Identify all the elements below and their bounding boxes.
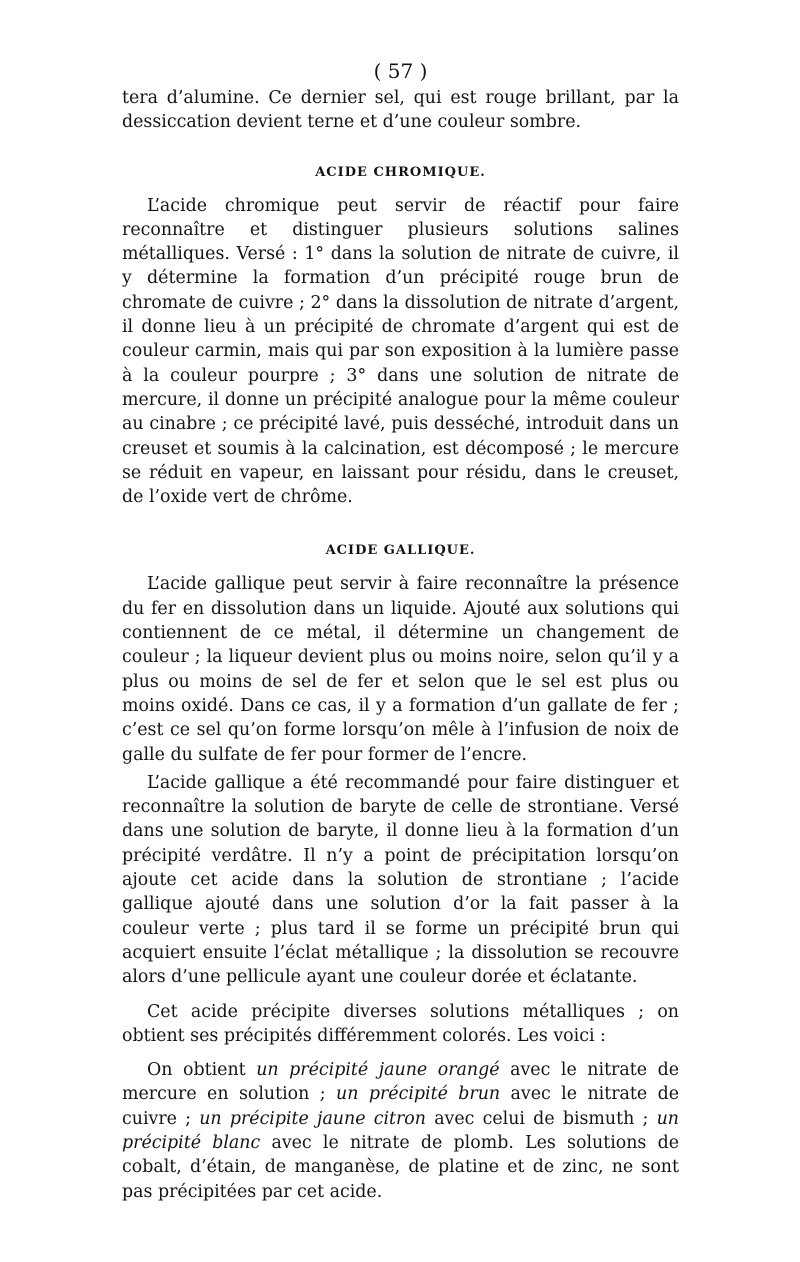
text-run: On obtient (147, 1060, 257, 1081)
text-run: avec celui de bismuth ; (425, 1108, 657, 1129)
page-number: ( 57 ) (373, 59, 428, 83)
text-run: avec le nitrate de plomb. Les solutions de cobalt, d’étain, de manganèse, de platine et de zinc, ne sont pas précipitées par cet acide. (122, 1132, 679, 1202)
text-run: avec le nitrate de mercure en solution ; (122, 1060, 679, 1105)
page (122, 58, 679, 1204)
gallic-acid-paragraph-1: L’acide gallique peut servir à faire reconnaître la présence du fer en dissolution dans un liquide. Ajouté aux solutions qui contiennent de ce métal, il détermine un changement de couleur ; la liqueur devient plus ou moins noire, selon qu’il y a plus ou moins de sel de fer et selon que le sel est plus ou moins oxidé. Dans ce cas, il y a formation d’un gallate de fer ; c’est ce sel qu’on forme lorsqu’on mêle à l’infusion de noix de galle du sulfate de fer pour former de l’encre. (122, 574, 679, 765)
section-heading-gallic-acid: ACIDE GALLIQUE. (325, 543, 476, 559)
intro-paragraph: tera d’alumine. Ce dernier sel, qui est rouge brillant, par la dessiccation devient terne et d’une couleur sombre. (122, 88, 679, 133)
text-run: avec le nitrate de cuivre ; (122, 1084, 679, 1129)
italic-run: un précipité jaune orangé (256, 1060, 500, 1081)
italic-run: un précipité brun (336, 1084, 501, 1105)
gallic-acid-paragraph-4 (122, 1058, 679, 1204)
italic-run: un précipité blanc (122, 1108, 679, 1153)
italic-run: un précipite jaune citron (199, 1108, 426, 1129)
chromic-acid-paragraph: L’acide chromique peut servir de réactif pour faire reconnaître et distinguer plusieurs solutions salines métalliques. Versé : 1° dans la solution de nitrate de cuivre, il y détermine la formation d’un précipité rouge brun de chromate de cuivre ; 2° dans la dissolution de nitrate d’argent, il donne lieu à un précipité de chromate d’argent qui est de couleur carmin, mais qui par son exposition à la lumière passe à la couleur pourpre ; 3° dans une solution de nitrate de mercure, il donne un précipité analogue pour la même couleur au cinabre ; ce précipité lavé, puis desséché, introduit dans un creuset et soumis à la calcination, est décomposé ; le mercure se réduit en vapeur, en laissant pour résidu, dans le creuset, de l’oxide vert de chrôme. (122, 195, 679, 508)
section-heading-chromic-acid: ACIDE CHROMIQUE. (315, 164, 486, 180)
gallic-acid-paragraph-2: L’acide gallique a été recommandé pour faire distinguer et reconnaître la solution de baryte de celle de strontiane. Versé dans une solution de baryte, il donne lieu à la formation d’un précipité verdâtre. Il n’y a point de précipitation lorsqu’on ajoute cet acide dans la solution de strontiane ; l’acide gallique ajouté dans une solution d’or la fait passer à la couleur verte ; plus tard il se forme un précipité brun qui acquiert ensuite l’éclat métallique ; la dissolution se recouvre alors d’une pellicule ayant une couleur dorée et éclatante. (122, 772, 679, 988)
gallic-acid-paragraph-3: Cet acide précipite diverses solutions métalliques ; on obtient ses précipités différemment colorés. Les voici : (122, 1001, 679, 1046)
